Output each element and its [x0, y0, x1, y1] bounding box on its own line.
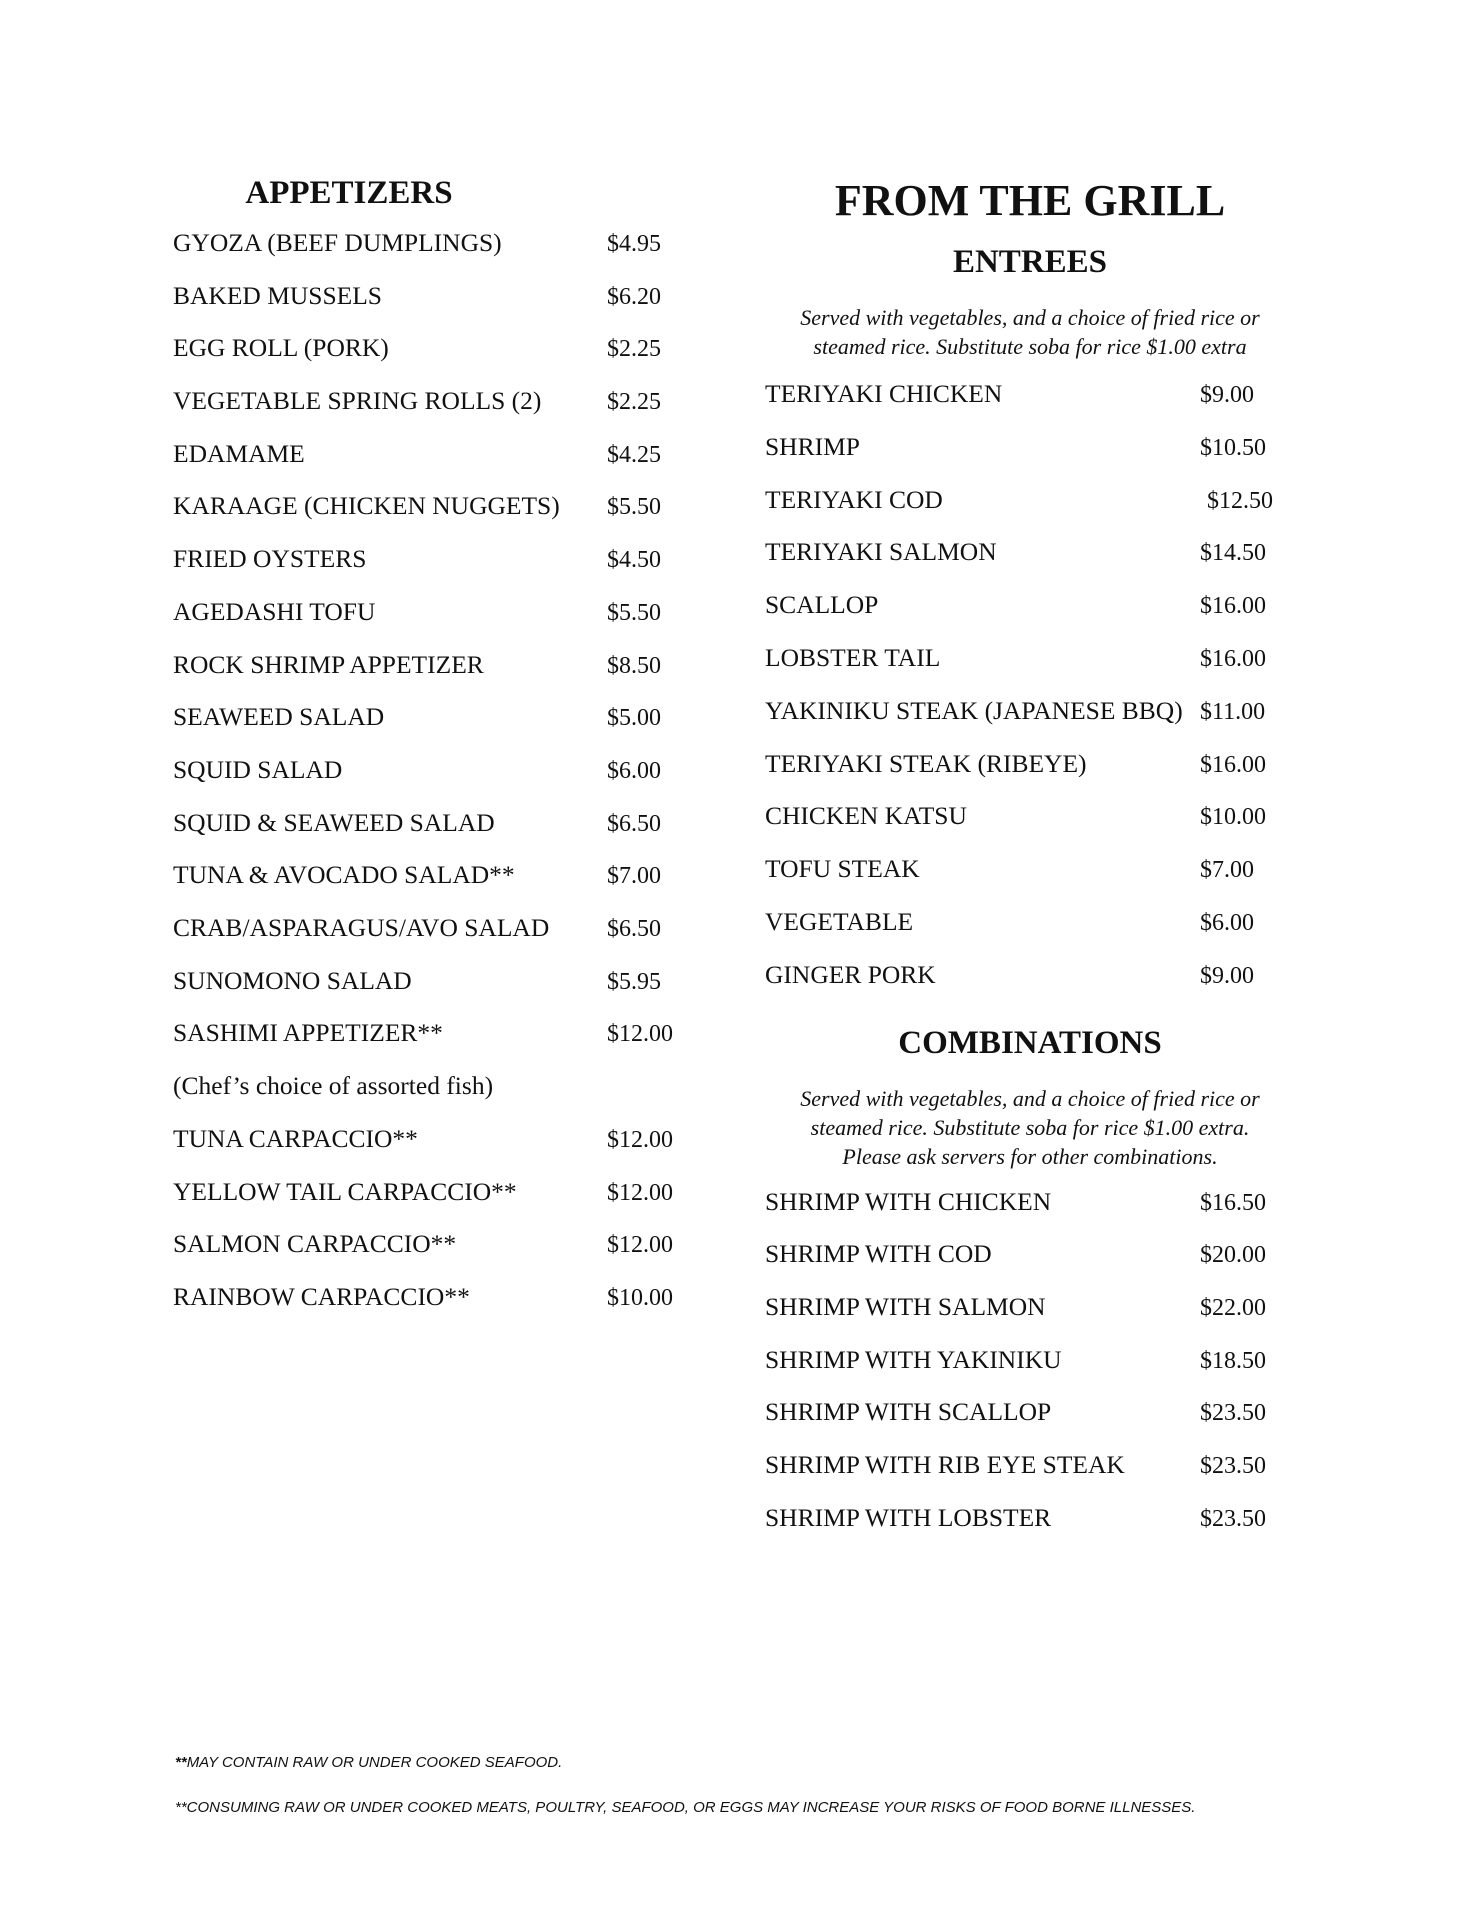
item-price: $7.00	[1200, 857, 1254, 884]
item-price: $9.00	[1200, 382, 1254, 408]
menu-item	[173, 754, 693, 810]
item-name: ROCK SHRIMP APPETIZER	[173, 649, 484, 679]
item-name: SUNOMONO SALAD	[173, 965, 412, 995]
menu-item	[173, 649, 693, 705]
item-name: CHICKEN KATSU	[765, 801, 967, 831]
item-price: $12.00	[607, 1021, 673, 1048]
menu-item	[765, 906, 1325, 962]
menu-item	[765, 1241, 1325, 1294]
menu-item	[765, 484, 1325, 540]
item-name: TUNA CARPACCIO**	[173, 1124, 418, 1153]
grill-title: FROM THE GRILL	[834, 176, 1226, 225]
menu-item	[765, 431, 1325, 487]
combinations-description-line: steamed rice. Substitute soba for rice $1.00 extra.	[810, 1114, 1250, 1140]
item-price: $23.50	[1200, 1453, 1266, 1479]
item-price: $6.50	[607, 810, 661, 837]
item-name: SHRIMP WITH CHICKEN	[765, 1186, 1052, 1216]
item-name: YAKINIKU STEAK (JAPANESE BBQ)	[765, 695, 1183, 725]
item-price: $23.50	[1200, 1505, 1266, 1532]
item-price: $22.00	[1200, 1294, 1266, 1321]
entrees-description-line: steamed rice. Substitute soba for rice $1.00 extra	[813, 334, 1247, 359]
combinations-list	[765, 1186, 1325, 1558]
combinations-title: COMBINATIONS	[898, 1024, 1162, 1061]
menu-item	[173, 1126, 693, 1179]
item-name: SHRIMP WITH RIB EYE STEAK	[765, 1450, 1125, 1479]
item-price: $16.00	[1200, 593, 1266, 620]
combinations-description-line: Please ask servers for other combinations.	[842, 1143, 1218, 1169]
item-name: KARAAGE (CHICKEN NUGGETS)	[173, 491, 560, 521]
item-name: VEGETABLE SPRING ROLLS (2)	[173, 386, 542, 416]
entrees-block	[765, 244, 1325, 1015]
item-name: SALMON CARPACCIO**	[173, 1229, 457, 1259]
menu-item	[765, 803, 1325, 856]
item-price: $10.50	[1200, 434, 1266, 461]
item-price: $4.95	[607, 231, 661, 257]
menu-item	[765, 1399, 1325, 1452]
item-price: $11.00	[1200, 698, 1266, 725]
item-name: SQUID & SEAWEED SALAD	[173, 807, 495, 837]
menu-item	[173, 335, 693, 388]
menu-item	[173, 862, 693, 915]
menu-item	[765, 1291, 1325, 1347]
menu-item	[765, 592, 1325, 645]
appetizers-section	[173, 175, 693, 1337]
menu-item	[765, 856, 1325, 909]
item-price: $8.50	[607, 652, 661, 679]
item-name: FRIED OYSTERS	[173, 544, 367, 574]
item-name: SASHIMI APPETIZER**	[173, 1018, 443, 1048]
menu-item	[765, 1502, 1325, 1558]
item-name: TUNA & AVOCADO SALAD**	[173, 860, 515, 890]
item-name: SCALLOP	[765, 590, 879, 620]
menu-item	[173, 1176, 693, 1232]
item-name: BAKED MUSSELS	[173, 280, 382, 310]
item-name: VEGETABLE	[765, 906, 914, 936]
item-name: SHRIMP WITH COD	[765, 1239, 992, 1269]
item-name: SHRIMP WITH LOBSTER	[765, 1502, 1052, 1532]
item-price: $5.95	[607, 968, 661, 995]
item-price: $6.00	[1200, 909, 1254, 936]
item-price: $12.00	[607, 1232, 673, 1259]
item-price: $12.00	[607, 1127, 673, 1153]
item-name: EGG ROLL (PORK)	[173, 333, 389, 363]
menu-item	[173, 965, 693, 1021]
item-name: TERIYAKI CHICKEN	[765, 379, 1003, 408]
footnotes	[175, 1754, 1195, 1844]
menu-item	[173, 493, 693, 546]
item-name: YELLOW TAIL CARPACCIO**	[173, 1176, 517, 1206]
item-name: SHRIMP WITH YAKINIKU	[765, 1344, 1062, 1374]
menu-item	[173, 1284, 693, 1337]
item-name: GINGER PORK	[765, 959, 936, 989]
item-price: $18.50	[1200, 1347, 1266, 1374]
menu-item	[765, 1186, 1325, 1242]
combinations-description	[765, 1084, 1295, 1171]
menu-item	[173, 438, 693, 494]
menu-item	[173, 1231, 693, 1284]
item-price: $12.50	[1207, 487, 1273, 514]
item-price: $10.00	[1200, 804, 1266, 831]
item-name: SHRIMP WITH SCALLOP	[765, 1397, 1052, 1427]
menu-item	[173, 596, 693, 652]
item-name: LOBSTER TAIL	[765, 642, 941, 672]
item-price: $16.50	[1200, 1189, 1266, 1216]
footnote-stars: **	[175, 1754, 187, 1771]
raw-seafood-footnote	[175, 1754, 1195, 1771]
entrees-title: ENTREES	[952, 244, 1108, 280]
combinations-block	[765, 1025, 1325, 1558]
item-name: TOFU STEAK	[765, 854, 920, 884]
item-price: $6.00	[607, 757, 661, 784]
entrees-description	[765, 303, 1295, 361]
menu-item	[173, 704, 693, 757]
menu-item	[173, 1020, 693, 1073]
food-safety-footnote: **CONSUMING RAW OR UNDER COOKED MEATS, POULTRY, SEAFOOD, OR EGGS MAY INCREASE YOUR RISKS OF FOOD BORNE ILLNESSES.	[175, 1799, 1196, 1816]
item-price: $5.50	[607, 599, 661, 626]
item-name: RAINBOW CARPACCIO**	[173, 1282, 470, 1312]
item-price: $5.50	[607, 494, 661, 521]
item-name: EDAMAME	[173, 438, 305, 468]
item-price: $14.50	[1200, 540, 1266, 567]
item-price: $16.00	[1200, 751, 1266, 778]
item-price: $4.50	[607, 547, 661, 574]
item-name: TERIYAKI COD	[765, 484, 943, 514]
item-name: GYOZA (BEEF DUMPLINGS)	[173, 228, 502, 257]
entrees-list	[765, 381, 1325, 1015]
menu-item	[173, 388, 693, 441]
menu-item	[173, 280, 693, 336]
appetizers-title: APPETIZERS	[245, 175, 453, 211]
item-price: $16.00	[1200, 645, 1266, 672]
item-name: SHRIMP	[765, 431, 860, 461]
menu-item	[765, 1452, 1325, 1505]
item-name: SEAWEED SALAD	[173, 702, 385, 732]
item-price: $12.00	[607, 1179, 673, 1206]
from-the-grill-section	[765, 175, 1325, 1557]
menu-item	[765, 959, 1325, 1015]
menu-item	[765, 748, 1325, 804]
item-name: TERIYAKI SALMON	[765, 537, 997, 567]
item-price: $5.00	[607, 705, 661, 732]
appetizers-list	[173, 230, 693, 1337]
item-price: $6.50	[607, 915, 661, 942]
item-name: AGEDASHI TOFU	[173, 596, 376, 626]
menu-item	[765, 642, 1325, 698]
item-price: $2.25	[607, 389, 661, 416]
menu-item	[173, 230, 693, 283]
menu-item	[173, 546, 693, 599]
entrees-description-line: Served with vegetables, and a choice of fried rice or	[800, 305, 1260, 330]
sashimi-note: (Chef’s choice of assorted fish)	[173, 1071, 494, 1100]
menu-item	[173, 807, 693, 863]
menu-item	[173, 912, 693, 968]
menu-item	[765, 539, 1325, 592]
item-name: SQUID SALAD	[173, 754, 343, 784]
item-name: TERIYAKI STEAK (RIBEYE)	[765, 748, 1087, 778]
combinations-description-line: Served with vegetables, and a choice of fried rice or	[800, 1085, 1260, 1111]
menu-item	[765, 1344, 1325, 1400]
menu-item	[765, 695, 1325, 751]
item-name: CRAB/ASPARAGUS/AVO SALAD	[173, 912, 550, 942]
item-price: $4.25	[607, 441, 661, 468]
item-price: $23.50	[1200, 1400, 1266, 1427]
footnote-text: MAY CONTAIN RAW OR UNDER COOKED SEAFOOD.	[186, 1754, 563, 1771]
item-price: $10.00	[607, 1285, 673, 1312]
item-price: $2.25	[607, 336, 661, 363]
item-price: $6.20	[607, 283, 661, 310]
item-name: SHRIMP WITH SALMON	[765, 1291, 1046, 1321]
item-price: $20.00	[1200, 1242, 1266, 1269]
item-price: $7.00	[607, 863, 661, 890]
item-price: $9.00	[1200, 962, 1254, 989]
menu-item	[765, 381, 1325, 434]
